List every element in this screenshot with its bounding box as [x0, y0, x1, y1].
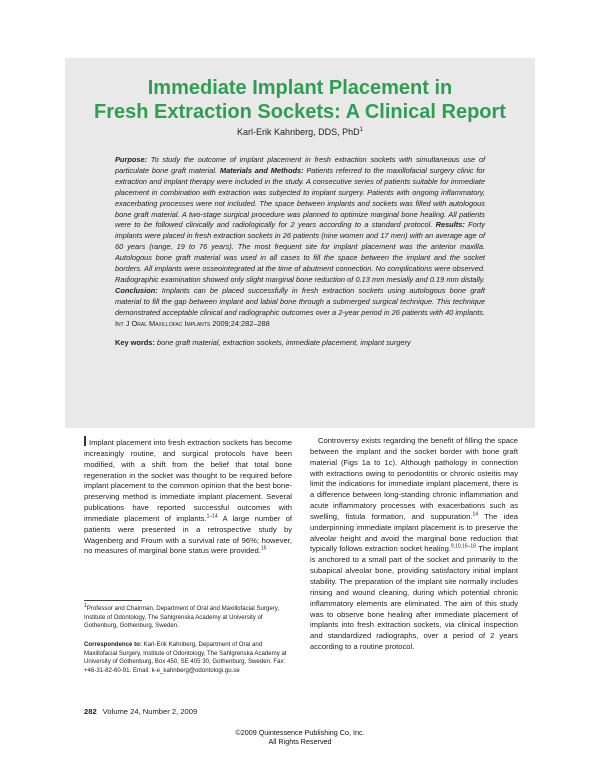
citation-journal: Int J Oral Maxillofac Implants [115, 318, 211, 328]
body-column-right [310, 436, 518, 653]
keywords-text: bone graft material, extraction sockets, immediate placement, implant surgery [154, 338, 411, 347]
copyright-line-1: ©2009 Quintessence Publishing Co, Inc. [235, 728, 365, 737]
citation-sup: 1–14 [206, 513, 218, 520]
results-text: Forty implants were placed in fresh extraction sockets in 26 patients (nine women and 17 men) with an average age of 60 years (range, 19 to 76 years). The most frequent site for implant placement was the anterior maxilla. Autologous bone graft material was used in all cases to fill the space between the implant and the socket borders. All implants were osseointegrated at the time of abutment connection. No complications were observed. Radiographic examination showed only slight marginal bone reduction of 0.13 mm mesially and 0.19 mm distally. [115, 220, 485, 284]
body-column-left [84, 436, 292, 557]
page-footer [84, 707, 197, 716]
correspondence-text: Karl-Erik Kahnberg, Department of Oral and Maxillofacial Surgery, Institute of Odontology, The Sahlgrenska Academy at University of Gothenburg, Box 450, SE 405 30, Gothenburg, Sweden. Fax: +46-31-82-60-91. Email: k-e_kahnberg@odontologi.gu.se [84, 641, 287, 674]
methods-text: Patients referred to the maxillofacial surgery clinic for extraction and implant therapy were included in the study. A consecutive series of patients suitable for immediate placement in combination with extraction was subjected to implant surgery. Patients with ongoing inflammatory, exacerbating processes were not included. The space between implants and sockets was filled with autologous bone graft material. A two-stage surgical procedure was planned to optimize marginal bone healing. All patients were to be followed clinically and radiologically for 2 years according to a standard protocol. [115, 165, 485, 230]
methods-label: Materials and Methods: [219, 165, 304, 175]
dropcap-marker [84, 436, 86, 446]
title-line-2: Fresh Extraction Sockets: A Clinical Report [94, 101, 506, 123]
footnote-rule [84, 600, 142, 601]
affiliation-text: Professor and Chairman, Department of Oral and Maxillofacial Surgery, Institute of Odontology, The Sahlgrenska Academy at University of Gothenburg, Gothenburg, Sweden. [84, 605, 280, 630]
intro-text: Implant placement into fresh extraction sockets has become increasingly routine, and surgical protocols have been modified, with a shift from the belief that total bone regeneration in the socket was thought to be required before implant placement to the common opinion that the best bone-preserving method is immediate implant placement. Several publications have reported successful outcomes with immediate placement of implants. [84, 438, 292, 523]
correspondence-label: Correspondence to: [84, 641, 142, 648]
issue-info: Volume 24, Number 2, 2009 [102, 707, 198, 716]
abstract [115, 155, 485, 330]
intro-paragraph [84, 436, 292, 557]
controversy-paragraph [310, 436, 518, 653]
correspondence-footnote [84, 641, 292, 675]
conclusion-text: Implants can be placed successfully in fresh extraction sockets using autologous bone graft material to fill the gap between implant and labial bone through a submerged surgical technique. This technique demonstrated acceptable clinical and radiographic outcomes over a 2-year period in 26 patients with 40 implants. [115, 285, 485, 317]
results-label: Results: [435, 220, 465, 230]
controversy-text-cont2: The implant is anchored to a small part of the socket and primarily to the subapical alveolar bone, providing satisfactory initial implant stability. The preparation of the implant site normally includes rinsing and wound cleaning, during which potential chronic inflammatory elements are eliminated. The aim of this study was to observe bone healing after immediate placement of implants into fresh extraction sockets, via clinical inspection and standardized radiographs, over a period of 2 years according to a routine protocol. [310, 544, 518, 652]
article-title [65, 76, 535, 124]
purpose-label: Purpose: [115, 155, 148, 164]
citation-sup: 9,10,16–18 [450, 543, 476, 550]
purpose-text: To study the outcome of implant placement in fresh extraction sockets with simultaneous use of particulate bone graft material. [115, 155, 485, 175]
author-affiliation-marker: 1 [359, 127, 363, 133]
footnote-marker: 1 [84, 602, 87, 609]
author-line [65, 127, 535, 137]
title-line-1: Immediate Implant Placement in [147, 77, 453, 99]
copyright-line-2: All Rights Reserved [268, 737, 332, 746]
conclusion-label: Conclusion: [115, 285, 158, 295]
author-name: Karl-Erik Kahnberg, DDS, PhD [237, 127, 360, 137]
copyright-notice [0, 728, 600, 746]
keywords [115, 338, 485, 348]
page-number: 282 [84, 707, 97, 716]
citation-sup: 15 [260, 545, 267, 552]
citation-sup: 14 [472, 511, 479, 518]
intro-text-cont: A large number of patients were presented in a retrospective study by Wagenberg and Froum with a survival rate of 96%; however, no measures of marginal bone status were provided. [84, 513, 292, 556]
controversy-text: Controversy exists regarding the benefit of filling the space between the implant and the socket border with bone graft material (Figs 1a to 1c). Although pathology in connection with extractions owing to periodontitis or chronic osteitis may limit the indications for immediate implant placement, there is a difference between long-standing chronic inflammation and acute inflammatory processes with exacerbations such as swelling, fistula formation, and suppuration. [310, 436, 518, 521]
controversy-text-cont: The idea underpinning immediate implant placement is to preserve the alveolar height and avoid the marginal bone reduction that typically follows extraction socket healing. [310, 511, 518, 554]
keywords-label: Key words: [115, 338, 155, 347]
affiliation-footnote [84, 602, 292, 631]
citation-reference: 2009;24:282–288 [210, 318, 270, 328]
